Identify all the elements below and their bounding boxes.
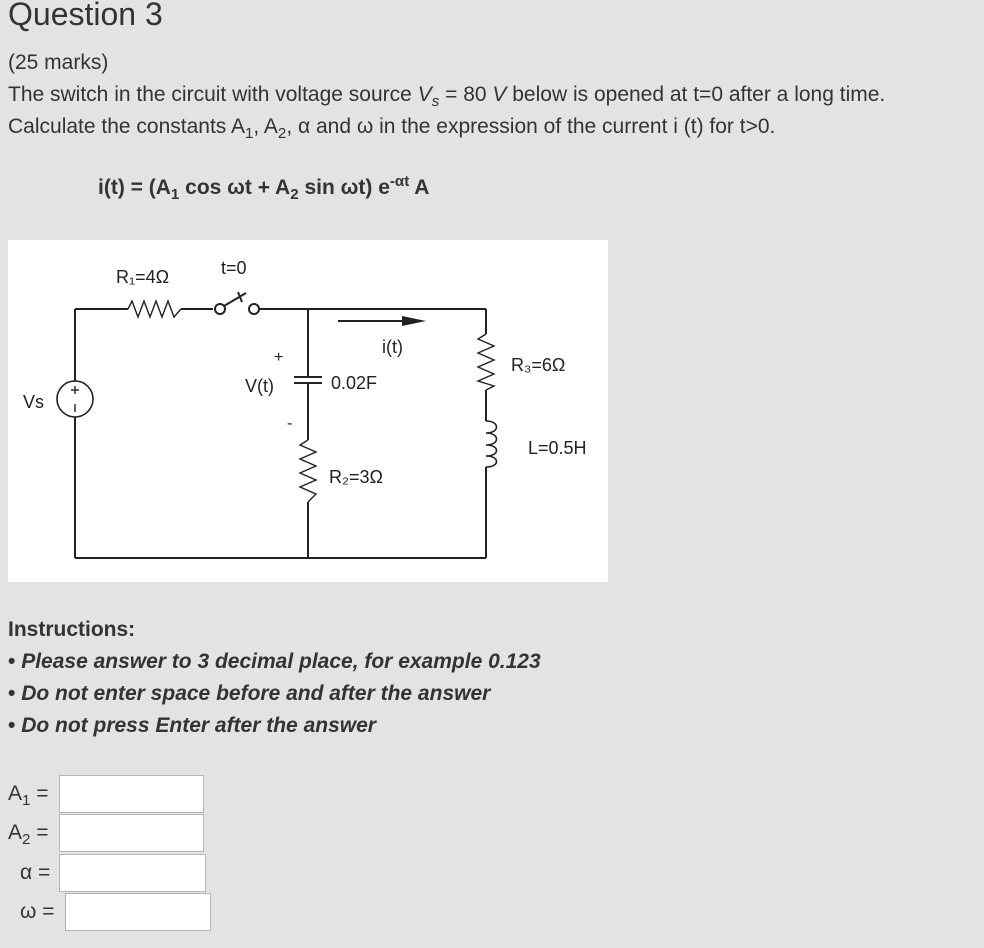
circuit-diagram [8, 240, 608, 582]
omega-input[interactable] [65, 893, 211, 931]
cap-minus-label: - [287, 415, 293, 432]
question-title: Question 3 [8, 0, 163, 32]
r3-label: R₃=6Ω [511, 355, 566, 375]
r2-label: R₂=3Ω [329, 467, 383, 487]
vs-label: Vs [23, 392, 45, 412]
vs-symbol: $V_s$ [417, 83, 440, 111]
question-line-2 [8, 115, 776, 143]
vt-label: V(t) [245, 376, 274, 396]
capacitor [294, 377, 322, 383]
current-expression: $i(t) = (A_1$ $\cos \omega t + A_2$ sin ωt) $e^{-\alpha t}$ A [98, 173, 430, 204]
instruction-item: • Do not enter space before and after the answer [8, 682, 491, 705]
subscript: 1 [244, 125, 254, 143]
a1-input[interactable] [59, 775, 204, 813]
a1-label: $A_1$ = [8, 782, 49, 810]
resistor-r3 [478, 334, 494, 390]
switch [215, 292, 259, 314]
unit-symbol: V [492, 83, 507, 106]
alpha-label: α = [20, 861, 51, 884]
instruction-item: • Please answer to 3 decimal place, for example 0.123 [8, 650, 541, 673]
question-line-1 [8, 83, 886, 111]
current-label: i(t) [382, 337, 403, 357]
instruction-item: • Do not press Enter after the answer [8, 714, 376, 737]
question-text: , A [253, 115, 278, 138]
voltage-source [57, 381, 93, 417]
question-text: The switch in the circuit with voltage source [8, 83, 418, 106]
resistor-r1 [128, 301, 181, 317]
question-text: = 80 [439, 83, 493, 106]
switch-label: t=0 [221, 258, 247, 278]
capacitor-label: 0.02F [331, 373, 378, 393]
question-text: , α and ω in the expression of the current i (t) for t>0. [286, 115, 776, 138]
marks-text: (25 marks) [8, 51, 109, 74]
inductor-label: L=0.5H [528, 438, 587, 458]
current-arrow [338, 316, 426, 326]
instructions-heading: Instructions: [8, 618, 136, 641]
cap-plus-label: + [274, 349, 284, 366]
question-text: below is opened at t=0 after a long time. [506, 83, 886, 106]
a2-label: $A_2$ = [8, 821, 49, 849]
omega-label: ω = [20, 900, 55, 923]
r1-label: R₁=4Ω [116, 267, 170, 287]
question-text: Calculate the constants A [8, 115, 245, 138]
resistor-r2 [300, 440, 316, 502]
inductor [486, 421, 497, 467]
subscript: 2 [277, 125, 287, 143]
alpha-input[interactable] [59, 854, 206, 892]
a2-input[interactable] [59, 814, 204, 852]
